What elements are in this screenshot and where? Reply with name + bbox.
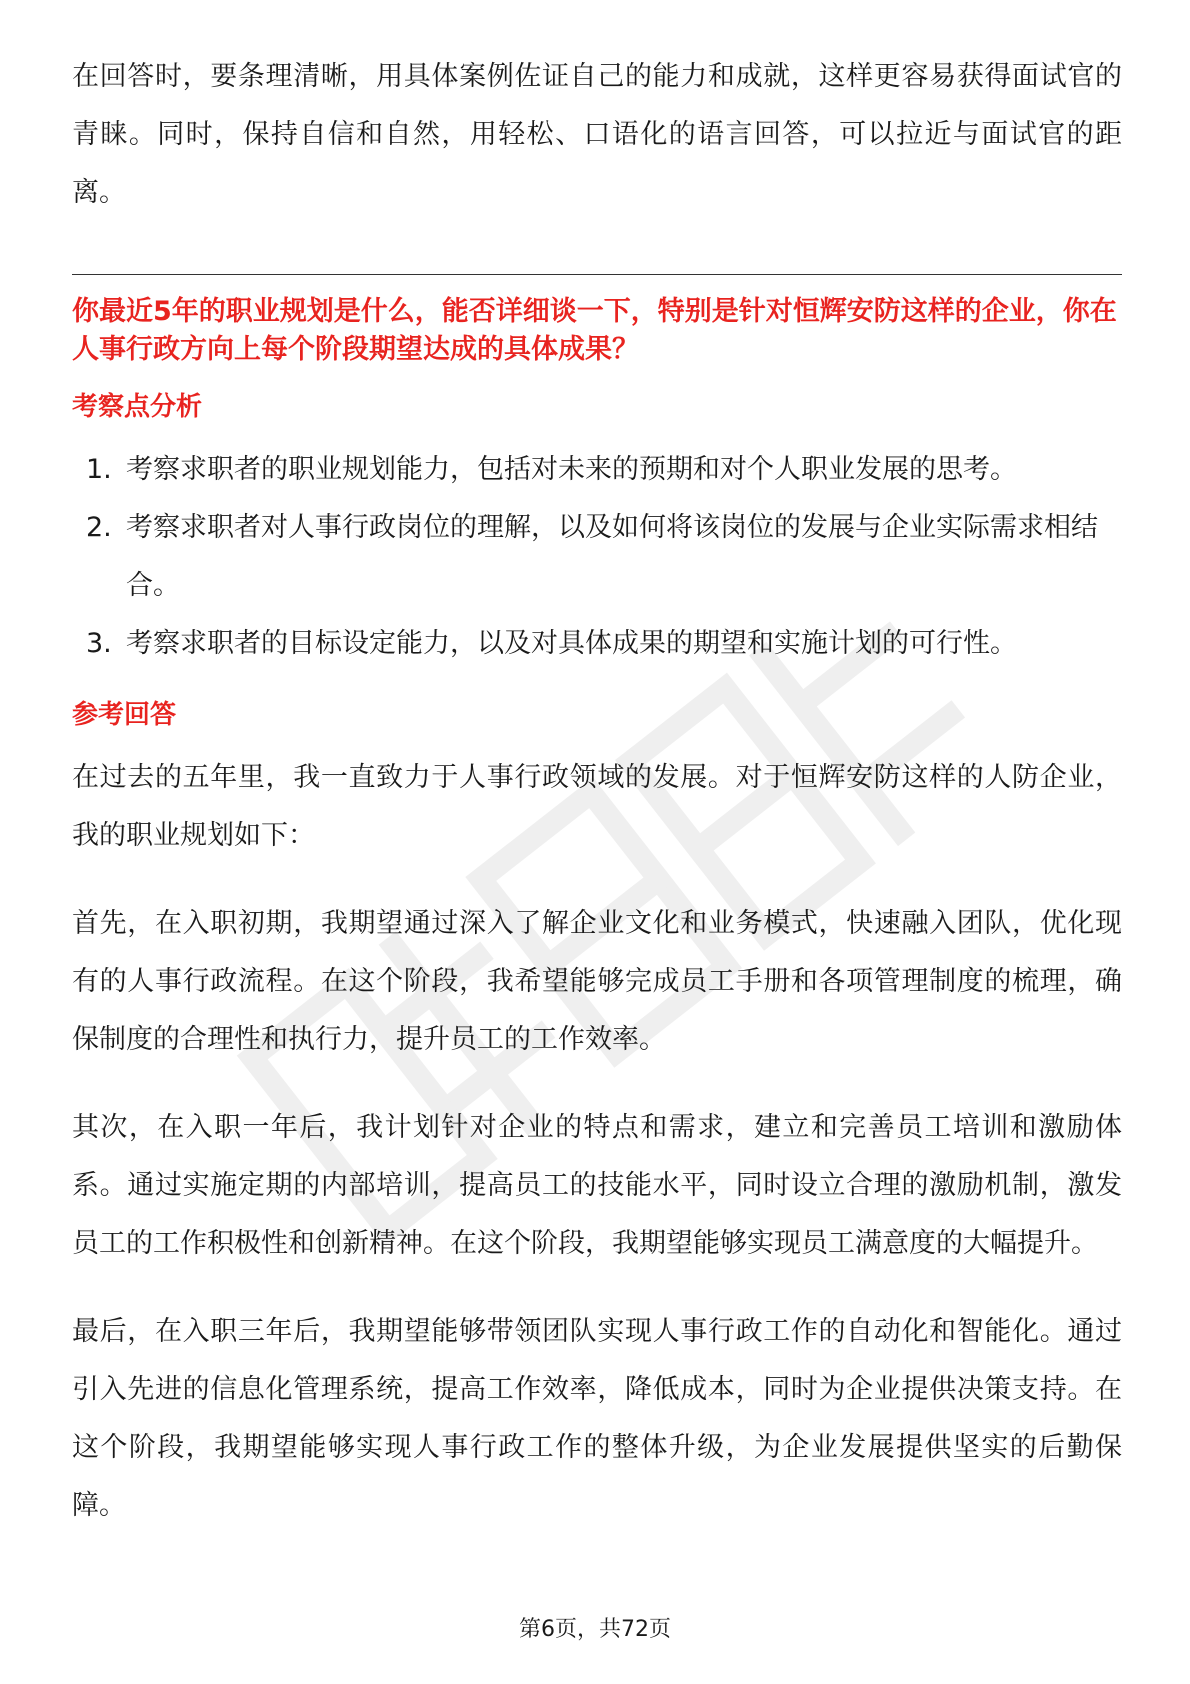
question-title: 你最近5年的职业规划是什么，能否详细谈一下，特别是针对恒辉安防这样的企业，你在人事行政方向上每个阶段期望达成的具体成果？ — [72, 296, 1117, 365]
analysis-point-text: 考察求职者对人事行政岗位的理解，以及如何将该岗位的发展与企业实际需求相结合。 — [126, 512, 1098, 601]
answer-paragraph: 最后，在入职三年后，我期望能够带领团队实现人事行政工作的自动化和智能化。通过引入先进的信息化管理系统，提高工作效率，降低成本，同时为企业提供决策支持。在这个阶段，我期望能够实现人事行政工作的整体升级，为企业发展提供坚实的后勤保障。 — [72, 1316, 1122, 1521]
analysis-point-text: 考察求职者的职业规划能力，包括对未来的预期和对个人职业发展的思考。 — [126, 454, 1017, 485]
section-divider — [72, 274, 1122, 275]
answer-paragraph: 在过去的五年里，我一直致力于人事行政领域的发展。对于恒辉安防这样的人防企业，我的职业规划如下： — [72, 762, 1122, 851]
answer-body — [72, 749, 1122, 1535]
answer-paragraph: 首先，在入职初期，我期望通过深入了解企业文化和业务模式，快速融入团队，优化现有的人事行政流程。在这个阶段，我希望能够完成员工手册和各项管理制度的梳理，确保制度的合理性和执行力，提升员工的工作效率。 — [72, 908, 1122, 1055]
analysis-point — [72, 499, 1122, 615]
analysis-point-number: 3. — [86, 628, 112, 659]
analysis-heading: 考察点分析 — [72, 392, 203, 422]
analysis-point-number: 2. — [86, 512, 112, 543]
intro-paragraph: 在回答时，要条理清晰，用具体案例佐证自己的能力和成就，这样更容易获得面试官的青睐。同时，保持自信和自然，用轻松、口语化的语言回答，可以拉近与面试官的距离。 — [72, 61, 1122, 208]
page-number-footer: 第6页，共72页 — [519, 1617, 671, 1642]
analysis-list — [72, 441, 1122, 673]
analysis-point-number: 1. — [86, 454, 112, 485]
answer-heading: 参考回答 — [72, 700, 177, 730]
analysis-point — [72, 615, 1122, 673]
analysis-point — [72, 441, 1122, 499]
page-content — [72, 48, 1122, 1565]
analysis-point-text: 考察求职者的目标设定能力，以及对具体成果的期望和实施计划的可行性。 — [126, 628, 1017, 659]
answer-paragraph: 其次，在入职一年后，我计划针对企业的特点和需求，建立和完善员工培训和激励体系。通过实施定期的内部培训，提高员工的技能水平，同时设立合理的激励机制，激发员工的工作积极性和创新精神。在这个阶段，我期望能够实现员工满意度的大幅提升。 — [72, 1112, 1122, 1259]
